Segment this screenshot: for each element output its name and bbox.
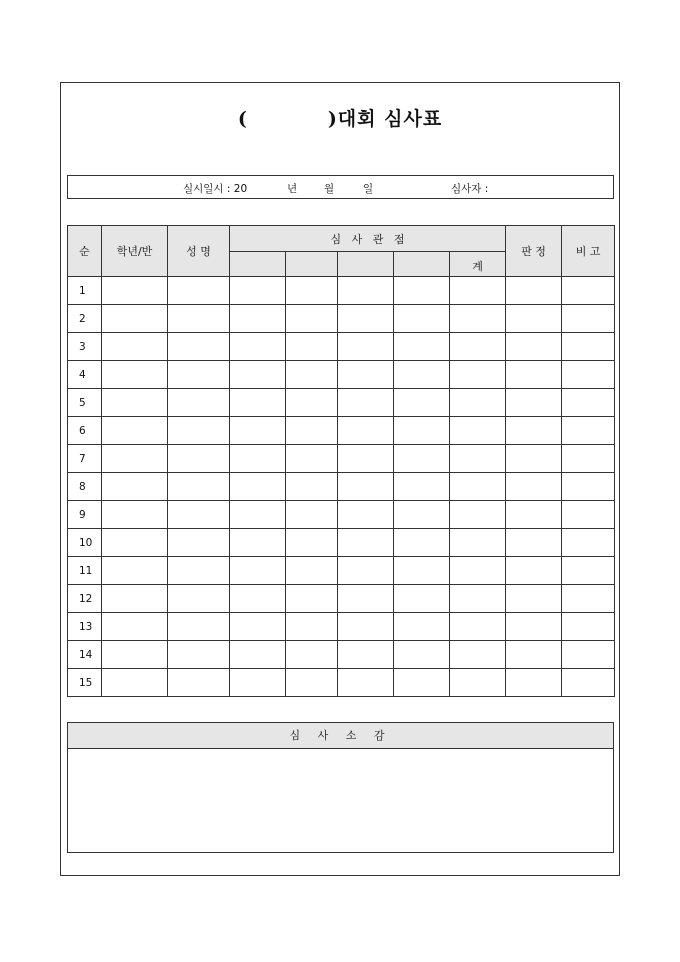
table-cell[interactable] [506, 585, 562, 613]
row-number: 14 [68, 641, 102, 669]
table-cell[interactable] [168, 529, 230, 557]
table-cell[interactable] [394, 669, 450, 697]
table-cell[interactable] [102, 361, 168, 389]
table-cell[interactable] [506, 333, 562, 361]
table-cell[interactable] [102, 613, 168, 641]
table-cell[interactable] [338, 389, 394, 417]
table-cell[interactable] [102, 501, 168, 529]
table-cell[interactable] [450, 585, 506, 613]
review-comment-heading: 심 사 소 감 [68, 723, 613, 749]
table-cell[interactable] [394, 585, 450, 613]
table-row [68, 641, 615, 669]
table-cell[interactable] [562, 277, 615, 305]
table-cell[interactable] [506, 529, 562, 557]
year-unit: 년 [287, 183, 298, 195]
table-cell[interactable] [168, 361, 230, 389]
row-number: 13 [68, 613, 102, 641]
table-cell[interactable] [102, 305, 168, 333]
criteria-cell[interactable] [394, 252, 450, 277]
table-cell[interactable] [102, 333, 168, 361]
info-bar [67, 175, 614, 199]
table-cell[interactable] [102, 529, 168, 557]
table-cell[interactable] [338, 529, 394, 557]
table-cell[interactable] [562, 389, 615, 417]
title-open-paren: ( [237, 108, 248, 130]
table-cell[interactable] [286, 417, 338, 445]
table-cell[interactable] [506, 361, 562, 389]
table-cell[interactable] [562, 333, 615, 361]
table-cell[interactable] [286, 669, 338, 697]
table-cell[interactable] [338, 585, 394, 613]
table-cell[interactable] [506, 305, 562, 333]
table-cell[interactable] [562, 473, 615, 501]
table-row [68, 473, 615, 501]
table-cell[interactable] [450, 445, 506, 473]
table-row [68, 389, 615, 417]
table-cell[interactable] [506, 641, 562, 669]
table-cell[interactable] [168, 557, 230, 585]
table-cell[interactable] [168, 389, 230, 417]
table-cell[interactable] [450, 361, 506, 389]
row-number: 2 [68, 305, 102, 333]
table-cell[interactable] [230, 557, 286, 585]
table-cell[interactable] [230, 641, 286, 669]
table-cell[interactable] [286, 641, 338, 669]
table-row [68, 501, 615, 529]
table-cell[interactable] [562, 669, 615, 697]
table-cell[interactable] [506, 473, 562, 501]
header-name: 성 명 [168, 226, 230, 277]
table-cell[interactable] [450, 529, 506, 557]
row-number: 9 [68, 501, 102, 529]
table-cell[interactable] [450, 473, 506, 501]
table-cell[interactable] [394, 529, 450, 557]
table-row [68, 669, 615, 697]
table-cell[interactable] [338, 305, 394, 333]
header-grade-class: 학년/반 [102, 226, 168, 277]
table-cell[interactable] [562, 361, 615, 389]
score-rows [68, 277, 615, 697]
date-label: 실시일시 : 20 [183, 183, 248, 195]
table-cell[interactable] [102, 277, 168, 305]
table-cell[interactable] [102, 669, 168, 697]
table-cell[interactable] [450, 277, 506, 305]
header-remarks: 비 고 [562, 226, 615, 277]
table-cell[interactable] [338, 613, 394, 641]
table-cell[interactable] [506, 669, 562, 697]
table-cell[interactable] [394, 389, 450, 417]
table-cell[interactable] [230, 669, 286, 697]
table-cell[interactable] [394, 277, 450, 305]
table-cell[interactable] [168, 333, 230, 361]
table-cell[interactable] [562, 641, 615, 669]
table-cell[interactable] [506, 417, 562, 445]
table-cell[interactable] [450, 613, 506, 641]
criteria-cell[interactable] [338, 252, 394, 277]
table-cell[interactable] [168, 641, 230, 669]
table-cell[interactable] [506, 389, 562, 417]
table-row [68, 305, 615, 333]
table-cell[interactable] [338, 361, 394, 389]
row-number: 15 [68, 669, 102, 697]
table-cell[interactable] [394, 641, 450, 669]
table-cell[interactable] [286, 277, 338, 305]
table-cell[interactable] [450, 417, 506, 445]
table-cell[interactable] [286, 333, 338, 361]
table-row [68, 361, 615, 389]
table-row [68, 277, 615, 305]
table-cell[interactable] [394, 445, 450, 473]
table-cell[interactable] [506, 613, 562, 641]
table-cell[interactable] [338, 333, 394, 361]
table-cell[interactable] [506, 557, 562, 585]
table-cell[interactable] [286, 389, 338, 417]
table-cell[interactable] [562, 501, 615, 529]
table-row [68, 613, 615, 641]
day-unit: 일 [363, 183, 374, 195]
table-cell[interactable] [230, 305, 286, 333]
table-cell[interactable] [286, 473, 338, 501]
review-comment-box [67, 722, 614, 853]
page-title [0, 104, 680, 131]
table-cell[interactable] [102, 389, 168, 417]
table-cell[interactable] [338, 557, 394, 585]
row-number: 5 [68, 389, 102, 417]
row-number: 10 [68, 529, 102, 557]
table-cell[interactable] [102, 445, 168, 473]
table-cell[interactable] [286, 305, 338, 333]
table-cell[interactable] [168, 417, 230, 445]
table-cell[interactable] [230, 529, 286, 557]
row-number: 4 [68, 361, 102, 389]
table-cell[interactable] [168, 277, 230, 305]
row-number: 1 [68, 277, 102, 305]
table-cell[interactable] [102, 473, 168, 501]
table-cell[interactable] [168, 501, 230, 529]
table-cell[interactable] [562, 557, 615, 585]
table-cell[interactable] [230, 361, 286, 389]
table-cell[interactable] [102, 585, 168, 613]
table-cell[interactable] [286, 445, 338, 473]
table-row [68, 333, 615, 361]
table-cell[interactable] [450, 501, 506, 529]
table-cell[interactable] [286, 557, 338, 585]
table-cell[interactable] [102, 417, 168, 445]
table-cell[interactable] [338, 641, 394, 669]
table-cell[interactable] [506, 445, 562, 473]
row-number: 8 [68, 473, 102, 501]
table-cell[interactable] [394, 473, 450, 501]
table-cell[interactable] [230, 501, 286, 529]
table-cell[interactable] [394, 417, 450, 445]
table-cell[interactable] [450, 641, 506, 669]
table-cell[interactable] [450, 333, 506, 361]
table-cell[interactable] [102, 641, 168, 669]
table-cell[interactable] [338, 473, 394, 501]
table-cell[interactable] [286, 361, 338, 389]
table-cell[interactable] [394, 305, 450, 333]
table-cell[interactable] [168, 445, 230, 473]
header-total: 계 [450, 252, 506, 277]
row-number: 11 [68, 557, 102, 585]
row-number: 6 [68, 417, 102, 445]
table-cell[interactable] [394, 557, 450, 585]
table-cell[interactable] [338, 417, 394, 445]
table-cell[interactable] [506, 501, 562, 529]
row-number: 12 [68, 585, 102, 613]
judge-label: 심사자 : [451, 183, 489, 195]
table-cell[interactable] [102, 557, 168, 585]
table-cell[interactable] [230, 445, 286, 473]
table-cell[interactable] [230, 613, 286, 641]
table-cell[interactable] [394, 613, 450, 641]
table-cell[interactable] [394, 501, 450, 529]
table-cell[interactable] [168, 585, 230, 613]
table-row [68, 445, 615, 473]
table-cell[interactable] [450, 669, 506, 697]
table-row [68, 417, 615, 445]
table-cell[interactable] [394, 361, 450, 389]
table-cell[interactable] [168, 669, 230, 697]
table-cell[interactable] [168, 305, 230, 333]
table-cell[interactable] [562, 613, 615, 641]
table-cell[interactable] [506, 277, 562, 305]
review-comment-area[interactable] [68, 749, 613, 853]
title-text: )대회 심사표 [327, 108, 443, 130]
table-cell[interactable] [230, 333, 286, 361]
table-cell[interactable] [450, 389, 506, 417]
table-cell[interactable] [562, 585, 615, 613]
table-cell[interactable] [338, 501, 394, 529]
table-cell[interactable] [450, 305, 506, 333]
header-criteria: 심 사 관 점 [230, 226, 506, 252]
header-no: 순 [68, 226, 102, 277]
table-cell[interactable] [338, 669, 394, 697]
table-cell[interactable] [338, 277, 394, 305]
table-row [68, 585, 615, 613]
table-cell[interactable] [338, 445, 394, 473]
row-number: 7 [68, 445, 102, 473]
criteria-cell[interactable] [230, 252, 286, 277]
table-cell[interactable] [394, 333, 450, 361]
table-cell[interactable] [286, 529, 338, 557]
header-verdict: 판 정 [506, 226, 562, 277]
table-cell[interactable] [230, 585, 286, 613]
table-cell[interactable] [562, 305, 615, 333]
row-number: 3 [68, 333, 102, 361]
table-cell[interactable] [168, 473, 230, 501]
table-cell[interactable] [286, 585, 338, 613]
table-cell[interactable] [286, 613, 338, 641]
table-cell[interactable] [230, 277, 286, 305]
table-cell[interactable] [562, 417, 615, 445]
table-cell[interactable] [230, 417, 286, 445]
table-cell[interactable] [168, 613, 230, 641]
score-table [67, 225, 615, 697]
table-cell[interactable] [450, 557, 506, 585]
table-cell[interactable] [230, 473, 286, 501]
table-cell[interactable] [286, 501, 338, 529]
table-cell[interactable] [562, 445, 615, 473]
table-cell[interactable] [562, 529, 615, 557]
table-row [68, 557, 615, 585]
criteria-cell[interactable] [286, 252, 338, 277]
table-row [68, 529, 615, 557]
month-unit: 월 [324, 183, 335, 195]
table-cell[interactable] [230, 389, 286, 417]
